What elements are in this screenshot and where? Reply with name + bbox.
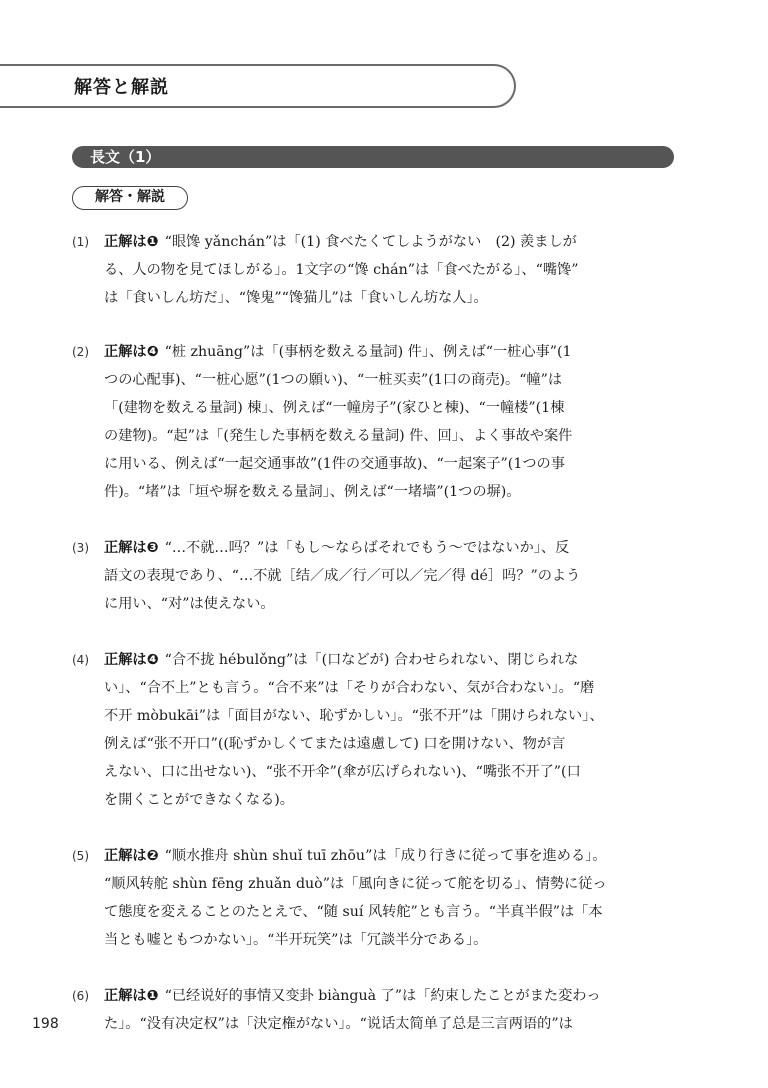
answer-text: て態度を変えることのたとえで、“随 suí 风转舵”とも言う。“半真半假”は「本 (104, 904, 603, 920)
answer-item (72, 982, 676, 1038)
correct-answer: 正解は❹ (104, 652, 159, 668)
answer-text: 不开 mòbukāi”は「面目がない、恥ずかしい」。“张不开”は「開けられない」、 (104, 708, 604, 724)
answer-text: つの心配事)、“一桩心愿”(1つの願い)、“一桩买卖”(1口の商売)。“幢”は (104, 372, 563, 388)
answer-line (72, 674, 676, 702)
answer-text: た」。“没有决定权”は「決定権がない」。“说话太简单了总是三言两语的”は (104, 1016, 573, 1032)
answer-text: 語文の表現であり、“…不就［结／成／行／可以／完／得 dé］吗？”のよう (104, 568, 581, 584)
answer-text: “桩 zhuāng”は「(事柄を数える量詞) 件」、例えば“一桩心事”(1 (164, 344, 572, 360)
answer-commentary-label: 解答・解説 (72, 186, 188, 210)
page-title: 解答と解説 (74, 77, 169, 98)
answer-item (72, 228, 676, 312)
answer-line (72, 926, 676, 954)
correct-answer: 正解は❹ (104, 344, 159, 360)
answer-text: “已经说好的事情又变卦 biànguà 了”は「約束したことがまた変わっ (164, 988, 601, 1004)
answer-line (72, 562, 676, 590)
answer-line (72, 842, 676, 870)
correct-answer: 正解は❷ (104, 848, 159, 864)
answer-text: “眼馋 yǎnchán”は「(1) 食べたくてしようがない (2) 羨ましが (164, 234, 577, 250)
correct-answer: 正解は❶ (104, 988, 159, 1004)
answer-line (72, 982, 676, 1010)
answer-line (72, 394, 676, 422)
answer-line (72, 702, 676, 730)
answer-text: を開くことができなくなる)。 (104, 792, 294, 808)
answer-text: “顺风转舵 shùn fēng zhuǎn duò”は「風向きに従って舵を切る」、情勢に従っ (104, 876, 607, 892)
answer-line (72, 422, 676, 450)
answer-number: (3) (72, 541, 89, 555)
answer-line (72, 366, 676, 394)
answer-text: の建物)。“起”は「(発生した事柄を数える量詞) 件、回」、よく事故や案件 (104, 428, 573, 444)
answer-number: (5) (72, 849, 89, 863)
answer-text: 「(建物を数える量詞) 棟」、例えば“一幢房子”(家ひと棟)、“一幢楼”(1棟 (104, 400, 565, 416)
answer-text: い」、“合不上”とも言う。“合不来”は「そりが合わない、気が合わない」。“磨 (104, 680, 595, 696)
answer-text: “顺水推舟 shùn shuǐ tuī zhōu”は「成り行きに従って事を進める」。 (164, 848, 607, 864)
answer-item (72, 646, 676, 814)
answer-text: えない、口に出せない)、“张不开伞”(傘が広げられない)、“嘴张不开了”(口 (104, 764, 581, 780)
answer-text: 件)。“堵”は「垣や塀を数える量詞」、例えば“一堵墙”(1つの塀)。 (104, 484, 521, 500)
answer-line (72, 870, 676, 898)
answer-text: 当とも嘘ともつかない」。“半开玩笑”は「冗談半分である」。 (104, 932, 488, 948)
answer-number: (6) (72, 989, 89, 1003)
answer-item (72, 842, 676, 954)
answer-line (72, 478, 676, 506)
answer-line (72, 758, 676, 786)
answer-line (72, 646, 676, 674)
answer-item (72, 534, 676, 618)
answer-line (72, 898, 676, 926)
answer-text: は「食いしん坊だ」、“馋鬼”“馋猫儿”は「食いしん坊な人」。 (104, 290, 488, 306)
answer-line (72, 450, 676, 478)
answer-number: (1) (72, 235, 89, 249)
answer-line (72, 338, 676, 366)
answer-text: に用いる、例えば“一起交通事故”(1件の交通事故)、“一起案子”(1つの事 (104, 456, 565, 472)
page-number: 198 (32, 1016, 59, 1032)
correct-answer: 正解は❶ (104, 234, 159, 250)
answer-text: 例えば“张不开口”((恥ずかしくてまたは遠慮して) 口を開けない、物が言 (104, 736, 566, 752)
answer-line (72, 534, 676, 562)
answer-text: “合不拢 hébulǒng”は「(口などが) 合わせられない、閉じられな (164, 652, 579, 668)
answer-line (72, 228, 676, 256)
section-title: 長文（1） (90, 148, 161, 166)
answer-text: “…不就…吗？”は「もし～ならばそれでもう～ではないか」、反 (164, 540, 570, 556)
section-bar (72, 146, 674, 168)
answer-line (72, 590, 676, 618)
answer-item (72, 338, 676, 506)
answer-number: (2) (72, 345, 89, 359)
answer-number: (4) (72, 653, 89, 667)
answer-text: に用い、“对”は使えない。 (104, 596, 275, 612)
answer-line (72, 284, 676, 312)
answer-line (72, 1010, 676, 1038)
answer-text: る、人の物を見てほしがる」。1文字の“馋 chán”は「食べたがる」、“嘴馋” (104, 262, 579, 278)
answer-line (72, 730, 676, 758)
answer-line (72, 786, 676, 814)
correct-answer: 正解は❸ (104, 540, 159, 556)
answer-line (72, 256, 676, 284)
